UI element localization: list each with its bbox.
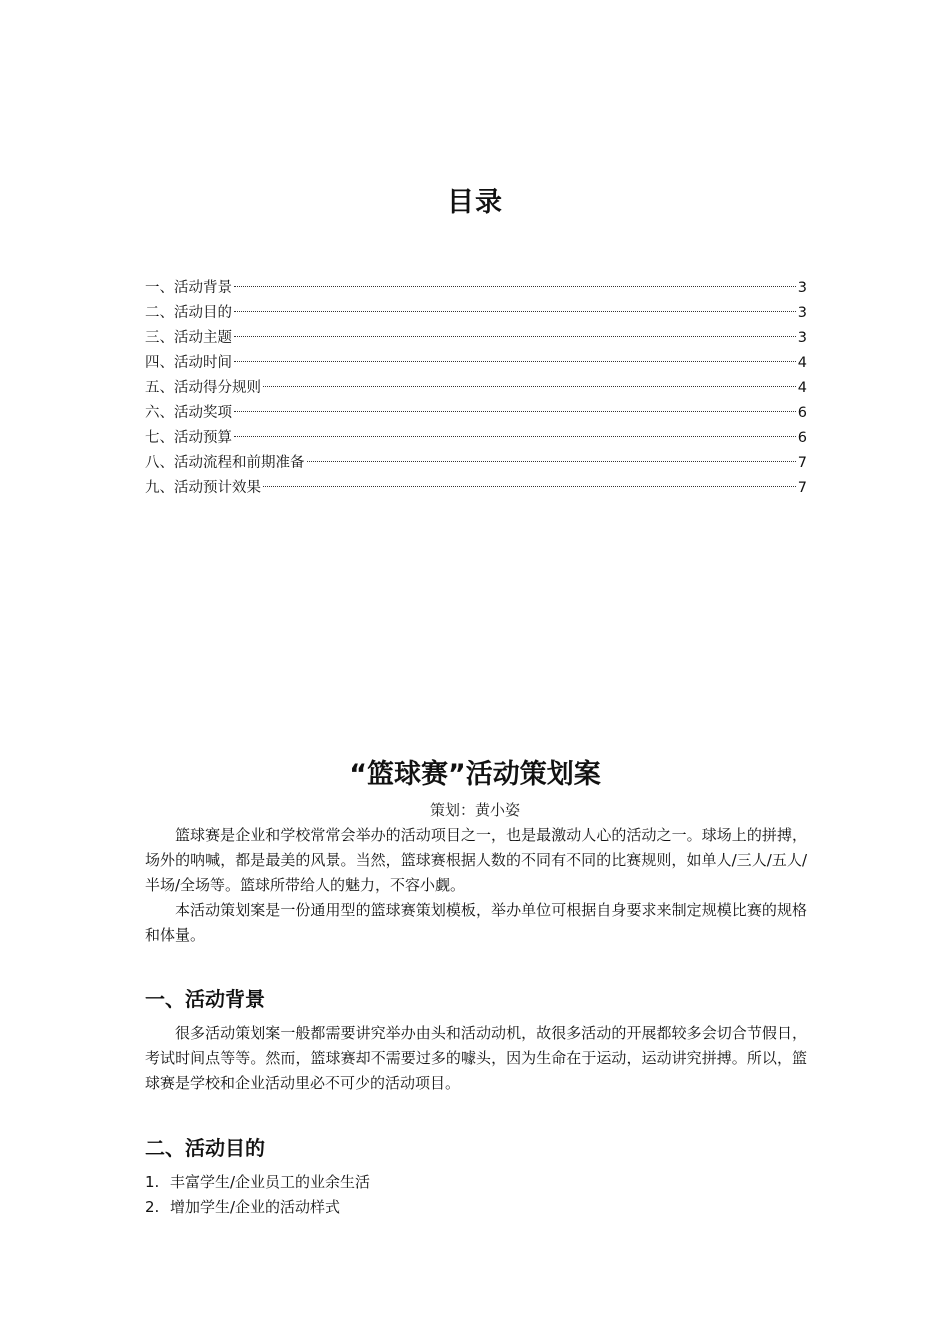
document-title: “篮球赛”活动策划案 bbox=[349, 759, 601, 790]
toc-entry-label: 八、活动流程和前期准备 bbox=[145, 455, 305, 471]
table-of-contents bbox=[145, 276, 807, 501]
toc-entry[interactable] bbox=[145, 376, 807, 401]
toc-entry[interactable] bbox=[145, 351, 807, 376]
toc-entry-label: 二、活动目的 bbox=[145, 305, 232, 321]
section-heading-background: 一、活动背景 bbox=[145, 987, 265, 1011]
list-item-text: 增加学生/企业的活动样式 bbox=[170, 1198, 341, 1216]
list-item-text: 丰富学生/企业员工的业余生活 bbox=[170, 1173, 371, 1191]
toc-leader-dots bbox=[234, 286, 796, 287]
toc-entry[interactable] bbox=[145, 301, 807, 326]
toc-entry-page: 3 bbox=[797, 280, 807, 296]
toc-entry[interactable] bbox=[145, 476, 807, 501]
toc-leader-dots bbox=[234, 436, 796, 437]
toc-leader-dots bbox=[234, 336, 796, 337]
toc-leader-dots bbox=[307, 461, 796, 462]
toc-entry[interactable] bbox=[145, 451, 807, 476]
toc-entry-page: 7 bbox=[797, 480, 807, 496]
toc-entry-page: 4 bbox=[797, 380, 807, 396]
toc-leader-dots bbox=[234, 411, 796, 412]
toc-entry-label: 一、活动背景 bbox=[145, 280, 232, 296]
section-body-background: 很多活动策划案一般都需要讲究举办由头和活动动机，故很多活动的开展都较多会切合节假日，考试时间点等等。然而，篮球赛却不需要过多的噱头，因为生命在于运动，运动讲究拼搏。所以，篮球赛是学校和企业活动里必不可少的活动项目。 bbox=[145, 1024, 807, 1092]
toc-entry-label: 四、活动时间 bbox=[145, 355, 232, 371]
intro-paragraph-2: 本活动策划案是一份通用型的篮球赛策划模板，举办单位可根据自身要求来制定规模比赛的规格和体量。 bbox=[145, 901, 807, 944]
section-heading-purpose: 二、活动目的 bbox=[145, 1136, 265, 1160]
toc-entry-label: 三、活动主题 bbox=[145, 330, 232, 346]
toc-entry-page: 6 bbox=[797, 430, 807, 446]
purpose-list bbox=[145, 1170, 807, 1220]
toc-leader-dots bbox=[234, 311, 796, 312]
toc-leader-dots bbox=[263, 486, 796, 487]
toc-title: 目录 bbox=[447, 187, 503, 218]
author-line: 策划：黄小姿 bbox=[429, 801, 520, 819]
toc-entry[interactable] bbox=[145, 326, 807, 351]
toc-entry-page: 7 bbox=[797, 455, 807, 471]
toc-entry[interactable] bbox=[145, 401, 807, 426]
toc-entry-page: 3 bbox=[797, 330, 807, 346]
toc-entry-page: 3 bbox=[797, 305, 807, 321]
list-item bbox=[145, 1170, 807, 1195]
toc-leader-dots bbox=[234, 361, 796, 362]
toc-entry[interactable] bbox=[145, 276, 807, 301]
list-item-number: 2. bbox=[145, 1198, 160, 1216]
toc-entry-label: 六、活动奖项 bbox=[145, 405, 232, 421]
toc-entry-label: 九、活动预计效果 bbox=[145, 480, 261, 496]
intro-paragraph-1: 篮球赛是企业和学校常常会举办的活动项目之一，也是最激动人心的活动之一。球场上的拼搏，场外的呐喊，都是最美的风景。当然，篮球赛根据人数的不同有不同的比赛规则，如单人/三人/五人/半场/全场等。篮球所带给人的魅力，不容小觑。 bbox=[145, 826, 807, 894]
toc-leader-dots bbox=[263, 386, 796, 387]
toc-entry[interactable] bbox=[145, 426, 807, 451]
toc-entry-label: 七、活动预算 bbox=[145, 430, 232, 446]
list-item-number: 1. bbox=[145, 1173, 160, 1191]
toc-entry-label: 五、活动得分规则 bbox=[145, 380, 261, 396]
list-item bbox=[145, 1195, 807, 1220]
toc-entry-page: 4 bbox=[797, 355, 807, 371]
toc-entry-page: 6 bbox=[797, 405, 807, 421]
